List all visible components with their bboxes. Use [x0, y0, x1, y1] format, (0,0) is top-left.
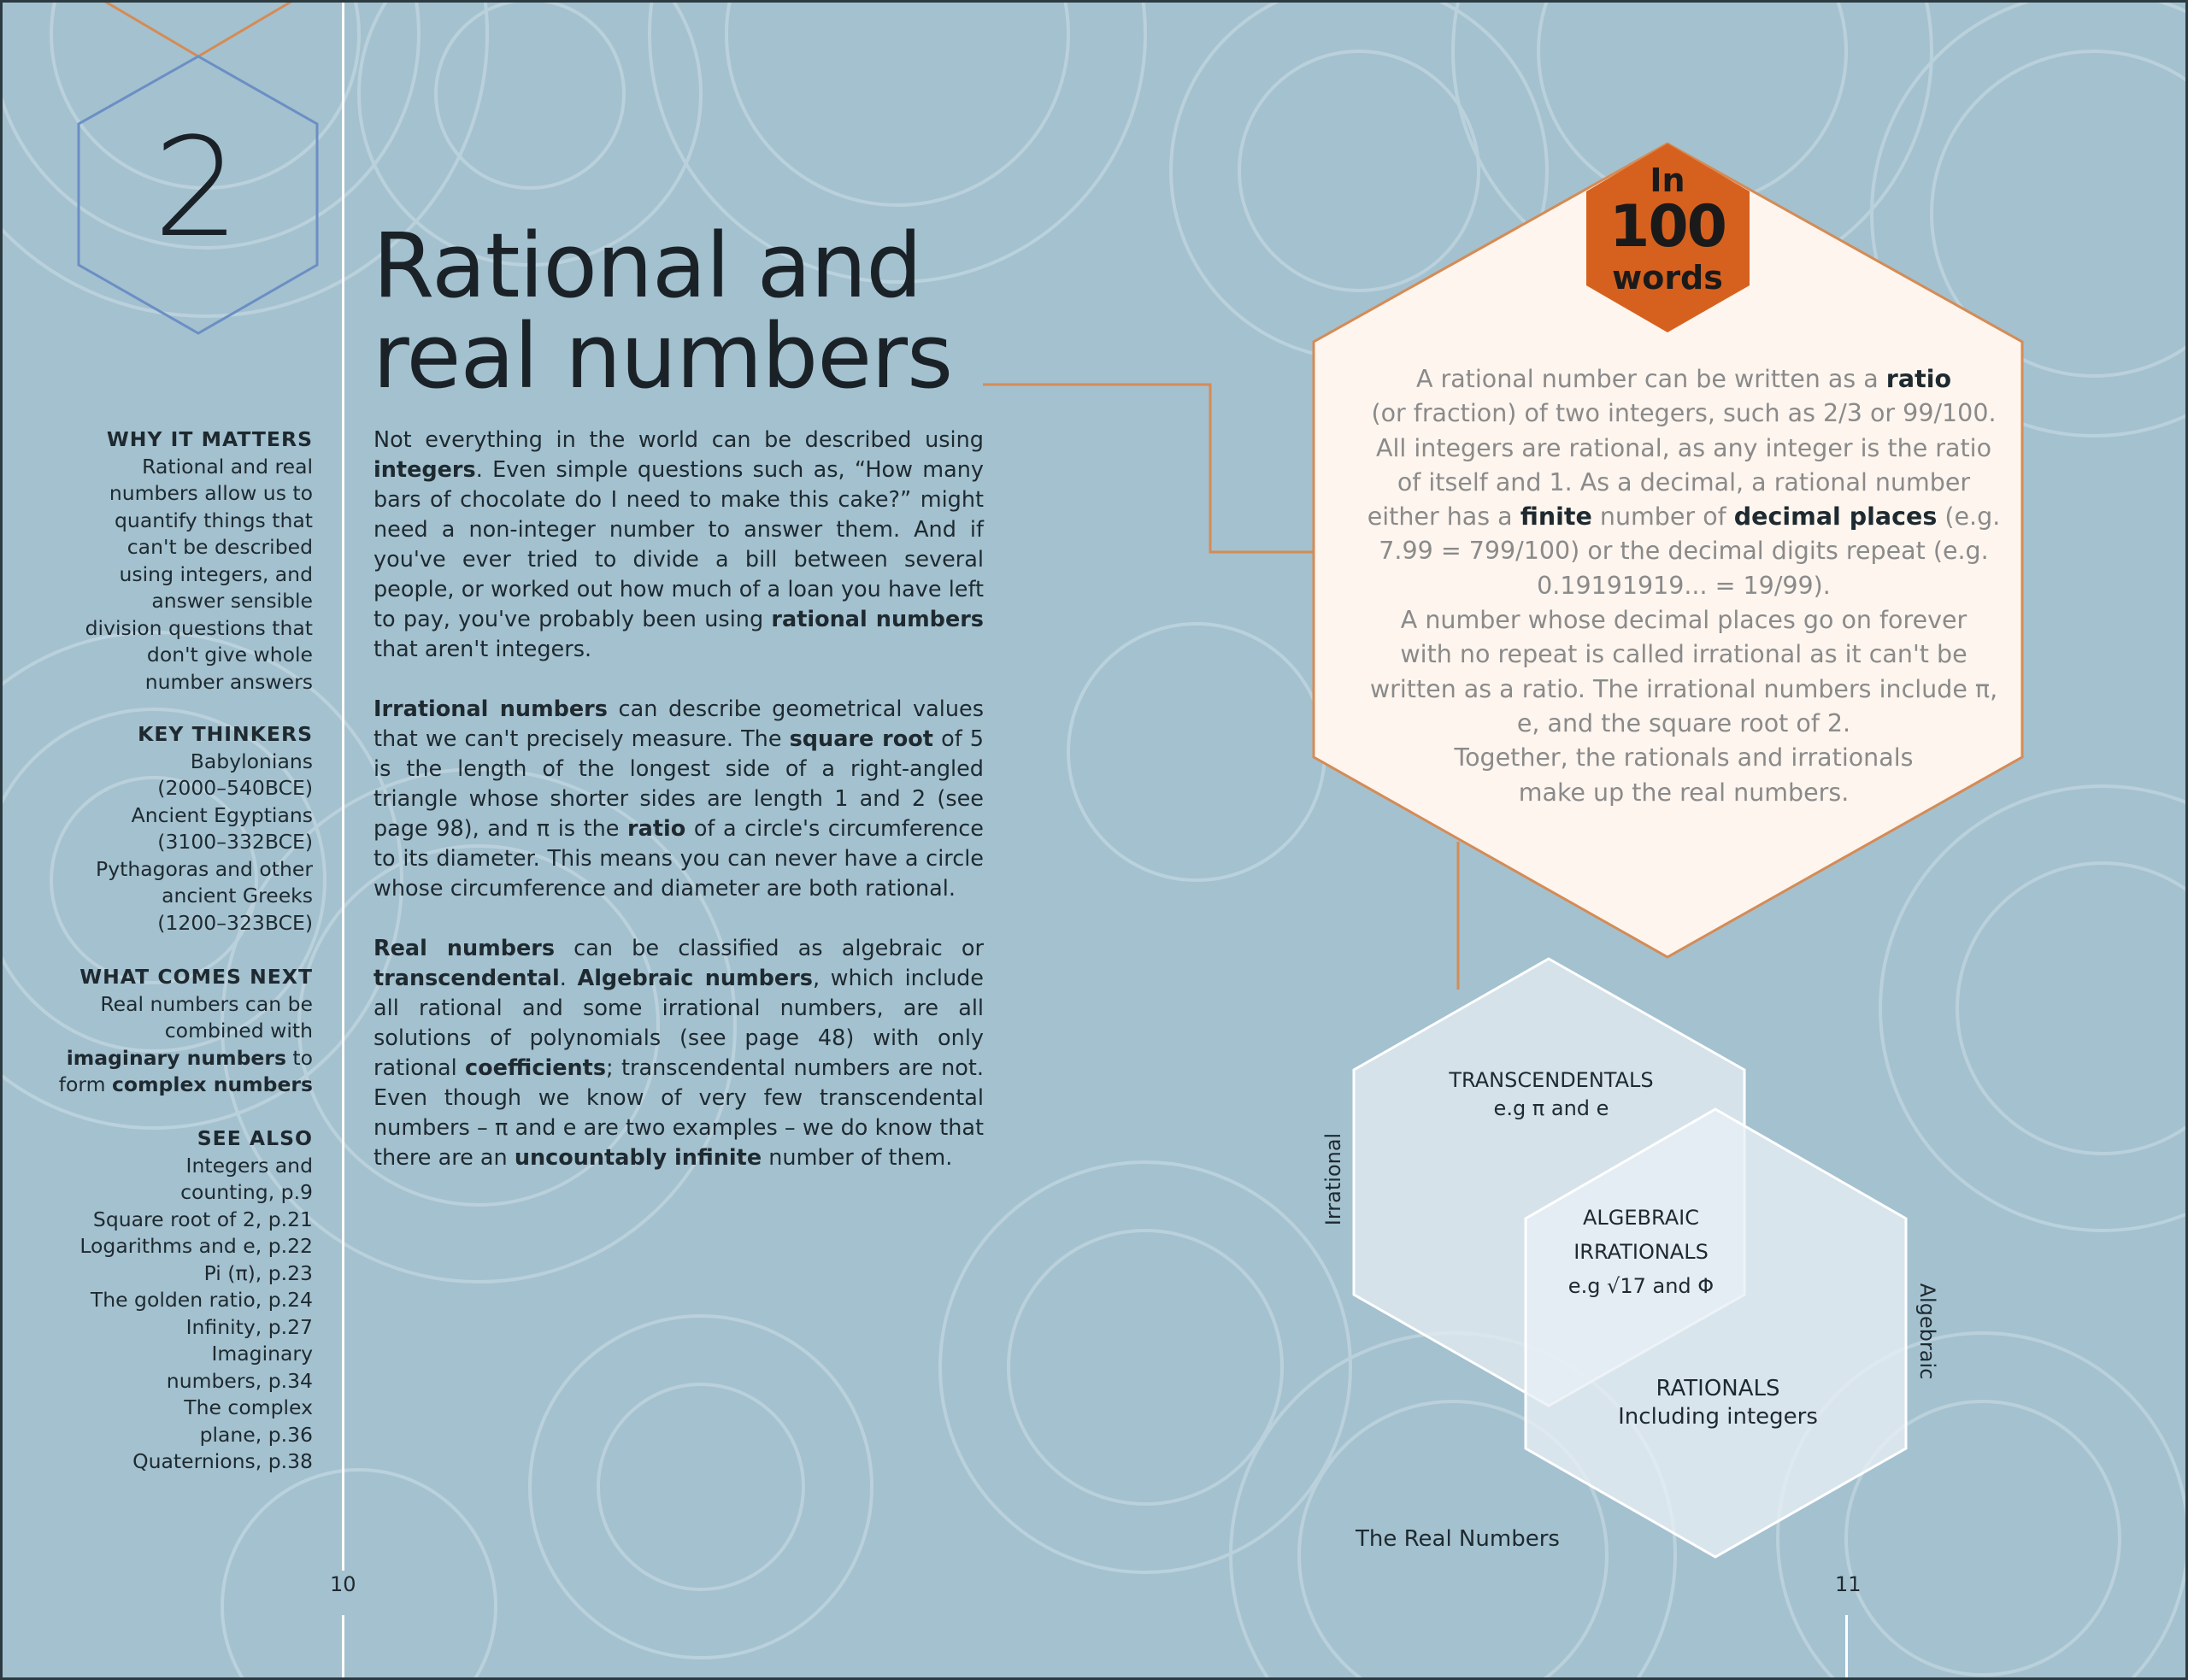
bold-term: Algebraic numbers [577, 966, 813, 991]
title-line-1: Rational and [373, 214, 922, 318]
hw-line: Together, the rationals and irrationals [1454, 743, 1914, 772]
why-it-matters-heading: WHY IT MATTERS [106, 427, 313, 451]
badge-100: 100 [1609, 193, 1726, 261]
bold-term: Irrational numbers [373, 696, 608, 722]
thinker-line: (3100–332BCE) [157, 830, 313, 854]
see-also-item[interactable]: Logarithms and e, p.22 [79, 1234, 313, 1258]
why-line: can't be described [126, 535, 313, 559]
rationals-label [1590, 1375, 1846, 1431]
bold-term: rational numbers [771, 607, 984, 632]
page-number-left: 10 [330, 1572, 356, 1596]
page-number-right: 11 [1835, 1572, 1862, 1596]
transcendentals-label [1402, 1066, 1701, 1123]
thinker-line: (1200–323BCE) [157, 910, 313, 935]
next-bold: complex numbers [112, 1072, 313, 1096]
why-line: Rational and real [142, 454, 313, 479]
thinker-line: (2000–540BCE) [157, 776, 313, 800]
see-also-item[interactable]: Quaternions, p.38 [132, 1449, 313, 1473]
algebraic-irrationals-label [1504, 1201, 1778, 1303]
why-line: quantify things that [115, 508, 313, 532]
text-run: number of [1591, 502, 1734, 532]
hw-line: (or fraction) of two integers, such as 2/3 or 99/100. [1371, 399, 1997, 428]
why-line: numbers allow us to [109, 481, 313, 505]
transcendentals-title: TRANSCENDENTALS [1449, 1068, 1654, 1092]
text-run: that aren't integers. [373, 637, 592, 662]
next-rest: to [285, 1045, 313, 1070]
text-run: can be classified as algebraic or [555, 936, 984, 961]
text-run: can describe geometrical values that we can't precisely measure. The [373, 696, 984, 752]
why-line: division questions that [85, 615, 313, 640]
hw-line: All integers are rational, as any integer is the ratio [1375, 433, 1992, 462]
next-bold: imaginary numbers [66, 1045, 286, 1070]
bold-term: Real numbers [373, 936, 555, 961]
see-also-item[interactable]: Imaginary [211, 1342, 313, 1366]
bold-term: finite [1520, 502, 1592, 532]
see-also-item[interactable]: Infinity, p.27 [185, 1314, 313, 1339]
text-run: , which include all rational and some irrational numbers, are all solutions of polynomials (see page 48) with only rational [373, 966, 984, 1081]
next-pre: form [58, 1072, 112, 1096]
see-also-item[interactable]: plane, p.36 [199, 1422, 313, 1447]
thinker-line: Babylonians [190, 749, 313, 773]
bold-term: ratio [627, 816, 686, 842]
text-run: ; transcendental numbers are not. Even though we know of very few transcendental numbers – π and e are two examples – we do know that there are an [373, 1055, 984, 1171]
bold-term: ratio [1885, 365, 1952, 393]
thinker-line: Pythagoras and other [96, 856, 313, 881]
text-run: . Even simple questions such as, “How many bars of chocolate do I need to make this cake?” might need a non-integer number to answer them. And if you've ever tried to divide a bill between several people, or worked out how much of a loan you have left to pay, you've probably been using [373, 457, 984, 632]
bold-term: uncountably infinite [514, 1145, 762, 1171]
see-also-item[interactable]: The golden ratio, p.24 [90, 1288, 313, 1312]
hundred-words-text [1342, 362, 2026, 810]
algebraic-title-1: ALGEBRAIC [1583, 1206, 1699, 1230]
text-run: either has a [1367, 502, 1520, 532]
hw-line: make up the real numbers. [1518, 778, 1850, 807]
why-line: using integers, and [119, 561, 313, 586]
what-comes-next-heading: WHAT COMES NEXT [79, 965, 313, 989]
algebraic-title-2: IRRATIONALS [1573, 1240, 1709, 1264]
next-line: combined with [164, 1019, 313, 1043]
text-run: of 5 is the length of the longest side of a right-angled triangle whose shorter sides are length 1 and 2 (see page 98), and π is the [373, 726, 985, 842]
bold-term: integers [373, 457, 476, 483]
why-line: number answers [144, 669, 313, 694]
bold-term: transcendental [373, 966, 560, 991]
see-also-item[interactable]: The complex [184, 1395, 313, 1419]
hw-line: written as a ratio. The irrational numbers include π, [1369, 674, 1998, 703]
bold-term: decimal places [1733, 502, 1938, 532]
thinker-line: Ancient Egyptians [131, 802, 313, 827]
badge-words: words [1612, 259, 1723, 297]
text-run: A rational number can be written as a [1415, 365, 1886, 393]
rationals-title: RATIONALS [1656, 1376, 1780, 1401]
why-line: answer sensible [151, 589, 313, 613]
see-also-item[interactable]: Integers and [185, 1153, 313, 1178]
hw-line: A number whose decimal places go on forever [1400, 606, 1967, 635]
transcendentals-example: e.g π and e [1493, 1096, 1609, 1120]
why-line: don't give whole [146, 643, 313, 667]
see-also-item[interactable]: numbers, p.34 [166, 1368, 313, 1393]
bold-term: coefficients [465, 1055, 607, 1081]
hw-line: 7.99 = 799/100) or the decimal digits repeat (e.g. [1379, 537, 1989, 566]
hw-line: with no repeat is called irrational as it can't be [1400, 640, 1967, 669]
text-run: of a circle's circumference to its diameter. This means you can never have a circle whose circumference and diameter are both rational. [373, 816, 984, 902]
connector-line [983, 385, 1314, 552]
text-run: number of them. [762, 1145, 953, 1171]
rationals-subtitle: Including integers [1618, 1404, 1818, 1430]
badge-in: In [1650, 162, 1685, 199]
thinker-line: ancient Greeks [162, 884, 313, 908]
text-run: . [559, 966, 578, 991]
title-line-2: real numbers [373, 304, 953, 408]
algebraic-example: e.g √17 and Φ [1567, 1274, 1715, 1298]
key-thinkers-heading: KEY THINKERS [138, 722, 313, 746]
text-run: Not everything in the world can be described using [373, 427, 984, 453]
bold-term: square root [789, 726, 933, 752]
see-also-item[interactable]: Pi (π), p.23 [203, 1260, 313, 1285]
next-line: Real numbers can be [100, 991, 313, 1016]
hw-line: e, and the square root of 2. [1516, 708, 1851, 737]
algebraic-axis-label: Algebraic [1915, 1283, 1939, 1380]
hw-line [1342, 362, 2026, 397]
text-run: (e.g. [1937, 502, 2001, 532]
irrational-axis-label: Irrational [1321, 1132, 1345, 1226]
see-also-item[interactable]: counting, p.9 [180, 1180, 313, 1204]
chapter-number: 2 [153, 108, 240, 267]
hw-line [1342, 500, 2026, 534]
hw-line: 0.19191919... = 19/99). [1537, 571, 1831, 600]
see-also-heading: SEE ALSO [197, 1126, 313, 1150]
diagram-caption: The Real Numbers [1356, 1526, 1560, 1552]
hw-line: of itself and 1. As a decimal, a rational number [1397, 467, 1971, 496]
see-also-item[interactable]: Square root of 2, p.21 [92, 1207, 313, 1231]
